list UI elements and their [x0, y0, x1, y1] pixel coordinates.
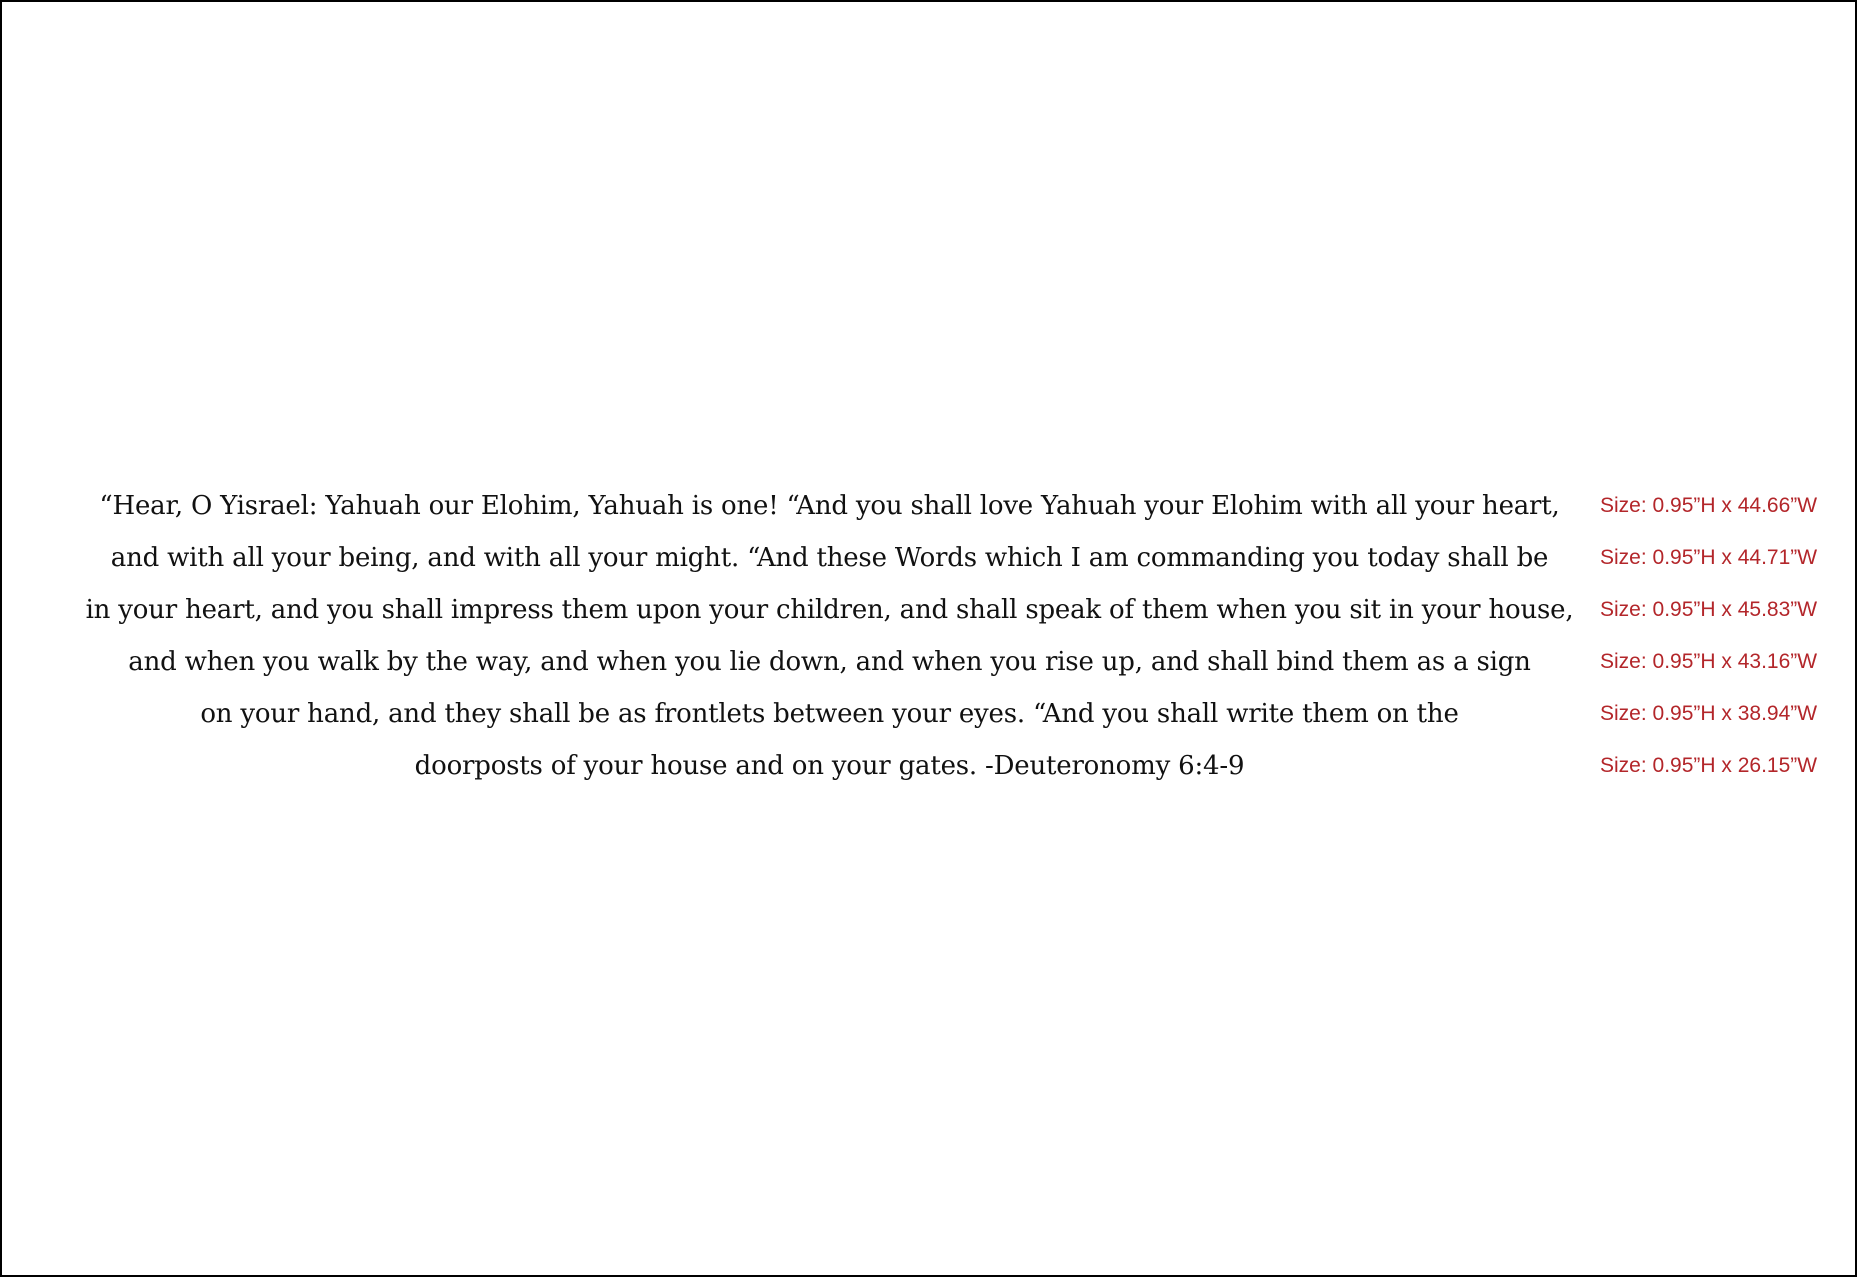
- size-label-line-1: Size: 0.95”H x 44.66”W: [1600, 494, 1818, 517]
- verse-line-5: on your hand, and they shall be as frontlets between your eyes. “And you shall write them on the: [200, 699, 1459, 729]
- verse-text-block: [42, 480, 1617, 792]
- verse-line-3: in your heart, and you shall impress them upon your children, and shall speak of them when you sit in your house,: [85, 595, 1574, 625]
- verse-line-1: “Hear, O Yisrael: Yahuah our Elohim, Yahuah is one! “And you shall love Yahuah your Elohim with all your heart,: [99, 491, 1560, 521]
- size-label-line-4: Size: 0.95”H x 43.16”W: [1600, 650, 1818, 673]
- size-label-line-3: Size: 0.95”H x 45.83”W: [1600, 598, 1818, 621]
- size-label-line-5: Size: 0.95”H x 38.94”W: [1600, 702, 1818, 725]
- verse-line-4: and when you walk by the way, and when you lie down, and when you rise up, and shall bind them as a sign: [128, 647, 1531, 677]
- verse-line-6: doorposts of your house and on your gates. -Deuteronomy 6:4-9: [414, 751, 1245, 781]
- size-label-line-6: Size: 0.95”H x 26.15”W: [1600, 754, 1818, 777]
- verse-line-2: and with all your being, and with all your might. “And these Words which I am commanding you today shall be: [110, 543, 1549, 573]
- size-label-line-2: Size: 0.95”H x 44.71”W: [1600, 546, 1818, 569]
- size-labels-column: [1600, 480, 1840, 792]
